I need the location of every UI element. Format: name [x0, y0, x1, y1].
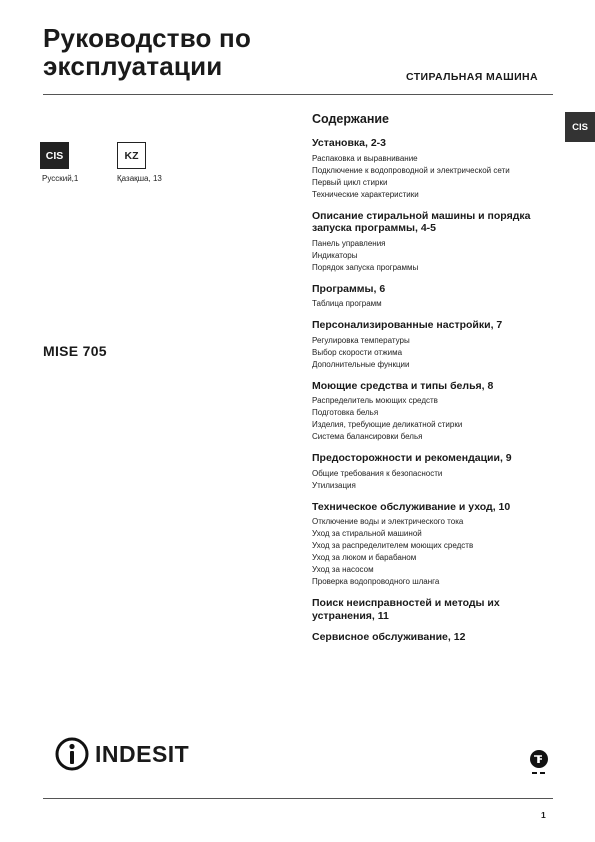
toc-entry[interactable]: Порядок запуска программы — [312, 262, 419, 272]
toc-entry[interactable]: Распределитель моющих средств — [312, 396, 438, 405]
toc-section — [312, 631, 557, 644]
toc-section-heading[interactable]: Моющие средства и типы белья, 8 — [312, 379, 494, 392]
toc-entry[interactable]: Уход за люком и барабаном — [312, 553, 417, 562]
toc-entry[interactable]: Индикаторы — [312, 250, 358, 260]
language-box-cis[interactable]: CIS — [40, 142, 69, 169]
toc-entry[interactable]: Первый цикл стирки — [312, 177, 388, 187]
toc-section — [312, 283, 557, 311]
toc-entry[interactable]: Панель управления — [312, 238, 386, 248]
toc-entry[interactable]: Подключение к водопроводной и электрической сети — [312, 165, 510, 175]
page-number: 1 — [541, 810, 546, 820]
toc-section — [312, 380, 557, 444]
toc-entry[interactable]: Уход за насосом — [312, 565, 374, 574]
toc-section-heading[interactable]: Установка, 2-3 — [312, 137, 387, 149]
header-divider — [43, 94, 553, 95]
table-of-contents — [312, 111, 557, 653]
toc-entry[interactable]: Распаковка и выравнивание — [312, 153, 418, 163]
toc-section-heading[interactable]: Персонализированные настройки, 7 — [312, 319, 503, 331]
toc-entry[interactable]: Таблица программ — [312, 299, 382, 308]
toc-entry[interactable]: Технические характеристики — [312, 189, 419, 199]
toc-section — [312, 597, 557, 622]
toc-section-heading[interactable]: Предосторожности и рекомендации, 9 — [312, 452, 512, 464]
toc-entry[interactable]: Изделия, требующие деликатной стирки — [312, 420, 463, 429]
toc-entry[interactable]: Подготовка белья — [312, 408, 379, 417]
toc-section-heading[interactable]: Техническое обслуживание и уход, 10 — [312, 500, 511, 513]
toc-entry[interactable]: Выбор скорости отжима — [312, 347, 403, 357]
toc-sections — [312, 137, 557, 644]
toc-section — [312, 319, 557, 371]
toc-section — [312, 452, 557, 492]
toc-title: Содержание — [312, 112, 390, 126]
toc-entry[interactable]: Общие требования к безопасности — [312, 468, 443, 478]
footer-divider — [43, 798, 553, 799]
toc-entry[interactable]: Отключение воды и электрического тока — [312, 517, 464, 526]
language-caption-kz: Қазақша, 13 — [117, 174, 162, 183]
document-title — [43, 24, 251, 80]
brand-wordmark: INDESIT — [95, 740, 190, 767]
model-name: MISE 705 — [43, 343, 107, 359]
toc-section-heading[interactable]: Программы, 6 — [312, 282, 386, 295]
toc-section-heading[interactable]: Поиск неисправностей и методы их устранения, 11 — [312, 597, 500, 622]
toc-entry[interactable]: Система балансировки белья — [312, 432, 423, 441]
toc-entry[interactable]: Утилизация — [312, 480, 356, 490]
title-line-2: эксплуатации — [43, 51, 223, 81]
toc-section-heading[interactable]: Описание стиральной машины и порядка запуска программы, 4-5 — [312, 209, 531, 234]
toc-entry[interactable]: Проверка водопроводного шланга — [312, 577, 440, 586]
toc-section — [312, 210, 557, 274]
title-line-1: Руководство по — [43, 23, 252, 53]
language-box-kz[interactable]: KZ — [117, 142, 146, 169]
toc-entry[interactable]: Уход за стиральной машиной — [312, 529, 422, 538]
toc-section-heading[interactable]: Сервисное обслуживание, 12 — [312, 631, 466, 643]
language-tab: CIS — [565, 112, 595, 142]
brand-logo — [55, 736, 189, 772]
toc-entry[interactable]: Уход за распределителем моющих средств — [312, 541, 474, 550]
toc-entry[interactable]: Регулировка температуры — [312, 335, 410, 345]
toc-entry[interactable]: Дополнительные функции — [312, 359, 410, 369]
language-caption-cis: Русский,1 — [42, 174, 79, 183]
toc-section — [312, 137, 557, 201]
certification-mark-icon — [526, 748, 552, 778]
toc-section — [312, 501, 557, 589]
document-subtitle: СТИРАЛЬНАЯ МАШИНА — [406, 71, 539, 83]
indesit-logo-icon — [55, 737, 89, 771]
